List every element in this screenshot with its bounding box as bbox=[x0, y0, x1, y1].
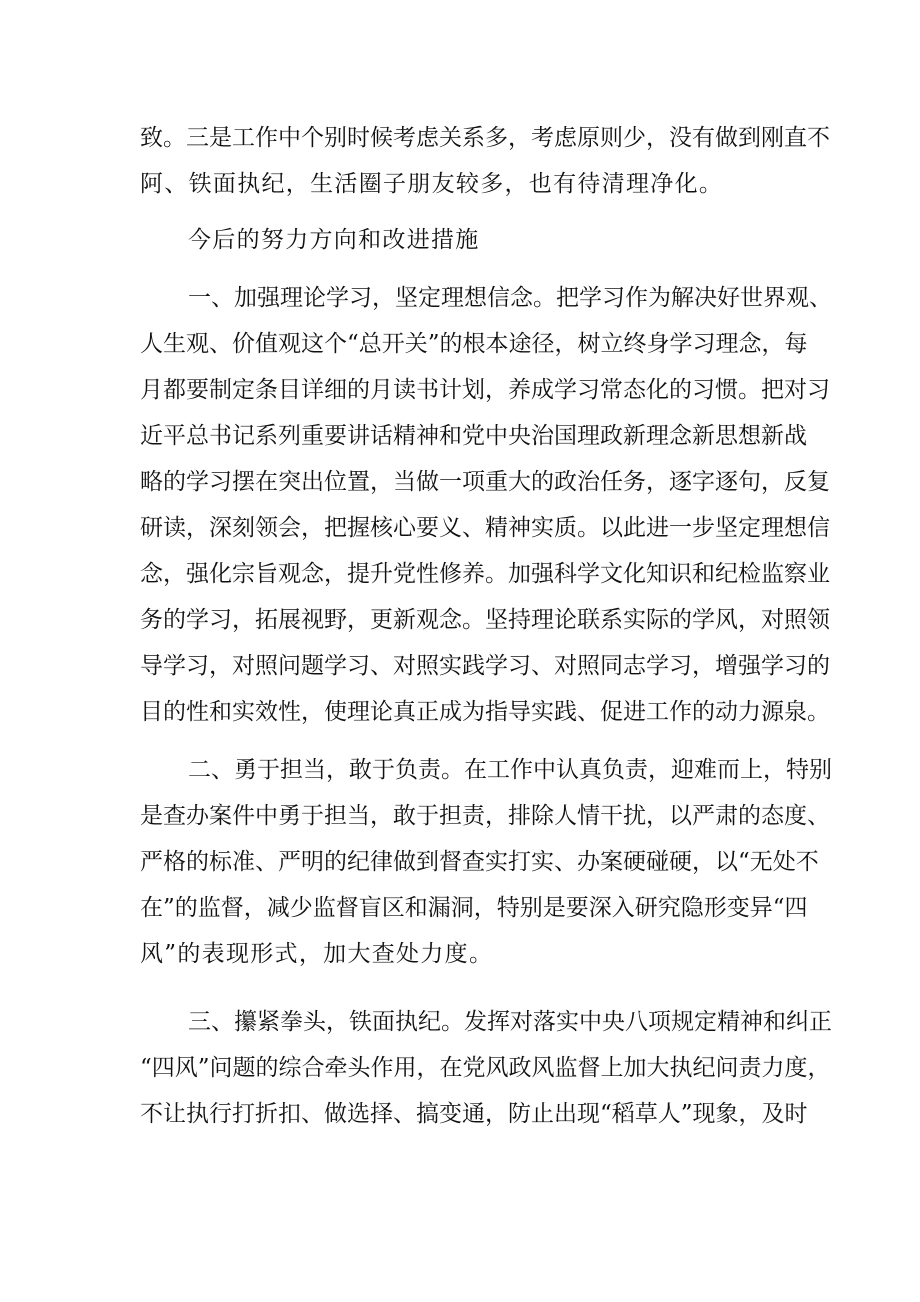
text-line: 念，强化宗旨观念，提升党性修养。加强科学文化知识和纪检监察业 bbox=[140, 561, 830, 587]
text-line: 致。三是工作中个别时候考虑关系多，考虑原则少，没有做到刚直不 bbox=[140, 125, 830, 151]
text-line: 导学习，对照问题学习、对照实践学习、对照同志学习，增强学习的 bbox=[140, 653, 830, 679]
text-line: 目的性和实效性，使理论真正成为指导实践、促进工作的动力源泉。 bbox=[140, 699, 830, 725]
text-line: 是查办案件中勇于担当，敢于担责，排除人情干扰，以严肃的态度、 bbox=[140, 803, 830, 829]
text-line: 研读，深刻领会，把握核心要义、精神实质。以此进一步坚定理想信 bbox=[140, 515, 830, 541]
text-line: 严格的标准、严明的纪律做到督查实打实、办案硬碰硬，以“无处不 bbox=[140, 849, 819, 875]
text-line: 略的学习摆在突出位置，当做一项重大的政治任务，逐字逐句，反复 bbox=[140, 469, 830, 495]
text-line: 一、加强理论学习，坚定理想信念。把学习作为解决好世界观、 bbox=[188, 285, 832, 311]
text-line: 人生观、价值观这个“总开关”的根本途径，树立终身学习理念，每 bbox=[140, 331, 808, 357]
text-line: 风”的表现形式，加大查处力度。 bbox=[140, 941, 494, 967]
text-line: 月都要制定条目详细的月读书计划，养成学习常态化的习惯。把对习 bbox=[140, 377, 830, 403]
text-line: 阿、铁面执纪，生活圈子朋友较多，也有待清理净化。 bbox=[140, 171, 724, 197]
text-line: 在”的监督，减少监督盲区和漏洞，特别是要深入研究隐形变异“四 bbox=[140, 895, 808, 921]
text-line: 近平总书记系列重要讲话精神和党中央治国理政新理念新思想新战 bbox=[140, 423, 807, 449]
text-line: 三、攥紧拳头，铁面执纪。发挥对落实中央八项规定精神和纠正 bbox=[188, 1009, 832, 1035]
section-heading: 今后的努力方向和改进措施 bbox=[188, 227, 480, 253]
text-line: 二、勇于担当，敢于负责。在工作中认真负责，迎难而上，特别 bbox=[188, 757, 832, 783]
text-line: 不让执行打折扣、做选择、搞变通，防止出现“稻草人”现象，及时 bbox=[140, 1101, 808, 1127]
text-line: 务的学习，拓展视野，更新观念。坚持理论联系实际的学风，对照领 bbox=[140, 607, 830, 633]
text-line: “四风”问题的综合牵头作用，在党风政风监督上加大执纪问责力度， bbox=[140, 1055, 831, 1081]
